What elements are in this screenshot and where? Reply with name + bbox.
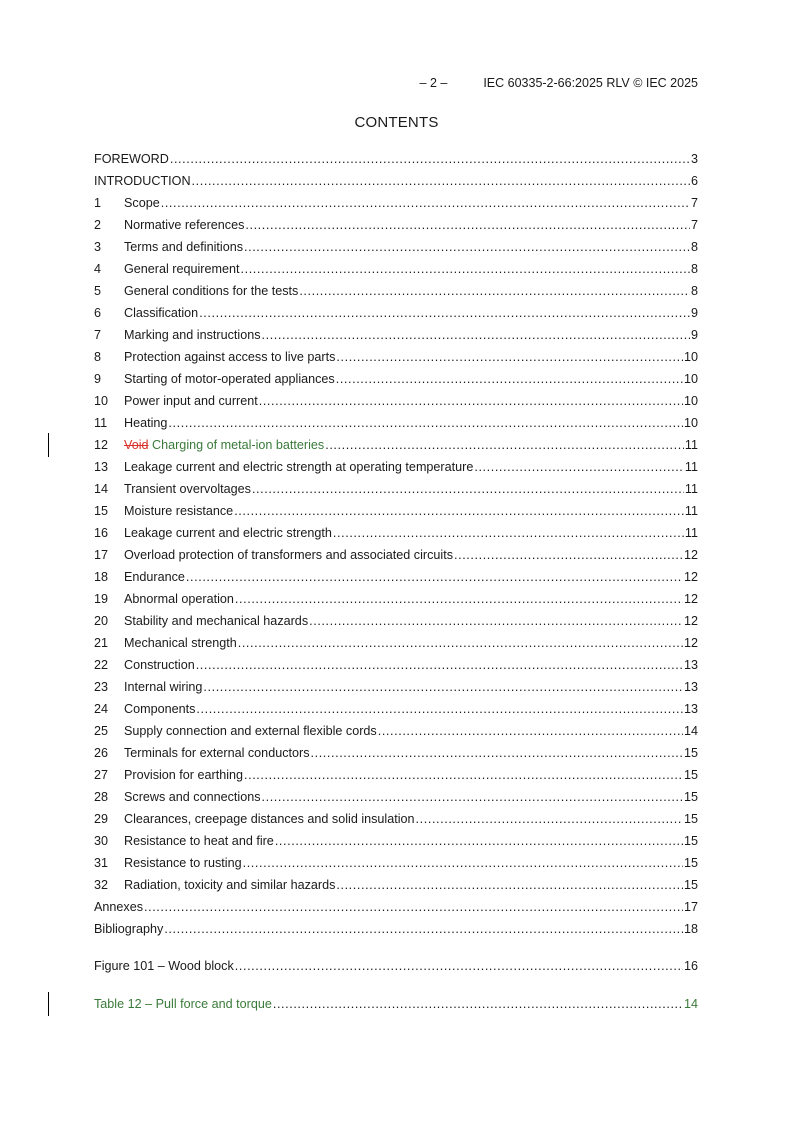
toc-entry-page: 14	[683, 724, 698, 738]
toc-entry-label: Marking and instructions	[124, 328, 261, 342]
toc-entry-number: 30	[94, 834, 109, 848]
toc-entry[interactable]	[94, 607, 698, 629]
toc-entry-page: 9	[690, 306, 698, 320]
toc-entry-page: 13	[683, 680, 698, 694]
toc-entry-page: 13	[683, 702, 698, 716]
toc-entry-label: General requirement	[124, 262, 240, 276]
dot-leader	[234, 503, 684, 519]
toc-entry-page: 12	[683, 548, 698, 562]
toc-entry-number: 26	[94, 746, 109, 760]
dot-leader	[309, 613, 683, 629]
toc-entry[interactable]	[94, 871, 698, 893]
dot-leader	[262, 327, 690, 343]
toc-entry-label: Mechanical strength	[124, 636, 237, 650]
toc-entry-label	[124, 437, 324, 453]
toc-entry-number: 24	[94, 702, 109, 716]
document-id: IEC 60335-2-66:2025 RLV © IEC 2025	[483, 76, 698, 90]
toc-entry-label: Figure 101 – Wood block	[94, 959, 234, 973]
toc-entry[interactable]	[94, 189, 698, 211]
toc-entry[interactable]	[94, 827, 698, 849]
toc-entry-number: 7	[94, 328, 102, 342]
toc-entry-label: Power input and current	[124, 394, 258, 408]
toc-entry-page: 18	[683, 922, 698, 936]
toc-entry-page: 15	[683, 812, 698, 826]
toc-entry-label: Terminals for external conductors	[124, 746, 310, 760]
toc-entry[interactable]	[94, 761, 698, 783]
toc-entry-label: Screws and connections	[124, 790, 261, 804]
toc-entry[interactable]	[94, 277, 698, 299]
toc-entry-label: Internal wiring	[124, 680, 203, 694]
inserted-text: Charging of metal-ion batteries	[152, 438, 325, 452]
toc-entry-number: 2	[94, 218, 102, 232]
dot-leader	[259, 393, 683, 409]
dot-leader	[170, 151, 690, 167]
toc-entry-page: 11	[684, 438, 698, 452]
toc-back-matter	[94, 893, 698, 937]
toc-entry-page: 10	[683, 372, 698, 386]
dot-leader	[199, 305, 690, 321]
toc-entry-number: 12	[94, 438, 109, 452]
toc-entry-number: 16	[94, 526, 109, 540]
toc-entry-number: 32	[94, 878, 109, 892]
toc-entry-label: INTRODUCTION	[94, 174, 191, 188]
toc-entry-page: 15	[683, 834, 698, 848]
revision-change-bar	[48, 433, 49, 457]
toc-entry-label: Abnormal operation	[124, 592, 234, 606]
toc-entry[interactable]	[94, 952, 698, 974]
toc-entry-label: Clearances, creepage distances and solid insulation	[124, 812, 415, 826]
toc-entry[interactable]	[94, 695, 698, 717]
toc-entry-page: 8	[690, 240, 698, 254]
dot-leader	[238, 635, 683, 651]
toc-entry-page: 14	[683, 997, 698, 1011]
toc-entry[interactable]	[94, 299, 698, 321]
dot-leader	[196, 701, 683, 717]
deleted-text: Void	[124, 438, 149, 452]
toc-entry-label: Components	[124, 702, 196, 716]
toc-entry[interactable]	[94, 673, 698, 695]
toc-entry[interactable]	[94, 990, 698, 1012]
toc-entry-page: 15	[683, 856, 698, 870]
toc-entry-page: 8	[690, 284, 698, 298]
dot-leader	[336, 371, 683, 387]
dot-leader	[275, 833, 683, 849]
toc-entry-page: 10	[683, 416, 698, 430]
toc-entry-page: 7	[690, 218, 698, 232]
toc-entry-page: 15	[683, 746, 698, 760]
toc-entry[interactable]	[94, 805, 698, 827]
toc-entry-label: Transient overvoltages	[124, 482, 251, 496]
toc-entry-page: 10	[683, 394, 698, 408]
page-number: – 2 –	[419, 76, 448, 90]
toc-front-matter	[94, 145, 698, 189]
toc-entry-page: 7	[690, 196, 698, 210]
toc-entry-label: Provision for earthing	[124, 768, 244, 782]
dot-leader	[244, 239, 690, 255]
toc-entry-number: 14	[94, 482, 109, 496]
toc-entry[interactable]	[94, 849, 698, 871]
dot-leader	[235, 958, 683, 974]
toc-entry-label: Bibliography	[94, 922, 164, 936]
toc-entry-label: Radiation, toxicity and similar hazards	[124, 878, 336, 892]
toc-entry[interactable]	[94, 783, 698, 805]
toc-entry-page: 12	[683, 570, 698, 584]
toc-entry-label: Starting of motor-operated appliances	[124, 372, 335, 386]
page-title: CONTENTS	[354, 114, 439, 131]
toc-entry[interactable]	[94, 321, 698, 343]
toc-entry-page: 15	[683, 768, 698, 782]
toc-entry-number: 8	[94, 350, 102, 364]
toc-entry-label: FOREWORD	[94, 152, 169, 166]
toc-entry-number: 17	[94, 548, 109, 562]
dot-leader	[235, 591, 683, 607]
toc-entry[interactable]	[94, 475, 698, 497]
dot-leader	[196, 657, 683, 673]
toc-entry-page: 15	[683, 878, 698, 892]
dot-leader	[192, 173, 690, 189]
toc-entry-label: Terms and definitions	[124, 240, 244, 254]
toc-entry-number: 4	[94, 262, 102, 276]
toc-entry-number: 22	[94, 658, 109, 672]
dot-leader	[311, 745, 683, 761]
toc-entry-number: 21	[94, 636, 109, 650]
toc-entry-label: Protection against access to live parts	[124, 350, 336, 364]
page-header	[420, 76, 698, 90]
toc-entry[interactable]	[94, 255, 698, 277]
toc-entry[interactable]	[94, 915, 698, 937]
toc-entry-page: 6	[690, 174, 698, 188]
dot-leader	[273, 996, 683, 1012]
dot-leader	[336, 349, 683, 365]
dot-leader	[252, 481, 684, 497]
toc-entry-number: 27	[94, 768, 109, 782]
dot-leader	[168, 415, 683, 431]
toc-entry-number: 1	[94, 196, 102, 210]
toc-entry-page: 12	[683, 592, 698, 606]
toc-entry-number: 5	[94, 284, 102, 298]
toc-entry-label: Table 12 – Pull force and torque	[94, 997, 272, 1011]
toc-entry-number: 11	[94, 416, 108, 430]
dot-leader	[325, 437, 684, 453]
toc-entry-number: 29	[94, 812, 109, 826]
dot-leader	[243, 855, 683, 871]
toc-entry-page: 16	[683, 959, 698, 973]
dot-leader	[454, 547, 683, 563]
toc-entry[interactable]	[94, 585, 698, 607]
toc-entry-number: 25	[94, 724, 109, 738]
toc-entry-page: 12	[683, 614, 698, 628]
dot-leader	[245, 217, 690, 233]
toc-entry-page: 9	[690, 328, 698, 342]
list-of-tables	[94, 990, 698, 1012]
dot-leader	[144, 899, 683, 915]
dot-leader	[262, 789, 683, 805]
dot-leader	[416, 811, 683, 827]
toc-entry-number: 9	[94, 372, 102, 386]
toc-entry-page: 11	[684, 460, 698, 474]
toc-entry-number: 10	[94, 394, 109, 408]
toc-entry[interactable]	[94, 409, 698, 431]
table-of-contents	[94, 145, 698, 1012]
toc-entry-number: 13	[94, 460, 109, 474]
toc-entry-label: Construction	[124, 658, 195, 672]
toc-entry[interactable]	[94, 651, 698, 673]
toc-entry-number: 28	[94, 790, 109, 804]
toc-entry[interactable]	[94, 233, 698, 255]
toc-entry[interactable]	[94, 431, 698, 453]
toc-entry-page: 12	[683, 636, 698, 650]
dot-leader	[244, 767, 683, 783]
toc-entry[interactable]	[94, 343, 698, 365]
toc-entry[interactable]	[94, 519, 698, 541]
toc-entry-label: Heating	[124, 416, 168, 430]
toc-entry-page: 11	[684, 526, 698, 540]
toc-entry[interactable]	[94, 387, 698, 409]
toc-entry-label: General conditions for the tests	[124, 284, 299, 298]
toc-entry[interactable]	[94, 497, 698, 519]
toc-entry-label: Moisture resistance	[124, 504, 234, 518]
dot-leader	[161, 195, 690, 211]
toc-entry-page: 11	[684, 482, 698, 496]
toc-entry-label: Scope	[124, 196, 160, 210]
toc-entry-label: Leakage current and electric strength at operating temperature	[124, 460, 474, 474]
toc-entry-page: 10	[683, 350, 698, 364]
toc-entry-label: Endurance	[124, 570, 185, 584]
toc-entry-number: 23	[94, 680, 109, 694]
toc-entry-label: Stability and mechanical hazards	[124, 614, 309, 628]
toc-entry[interactable]	[94, 167, 698, 189]
dot-leader	[336, 877, 683, 893]
toc-entry-page: 17	[683, 900, 698, 914]
toc-entry-label: Normative references	[124, 218, 245, 232]
toc-entry-label: Leakage current and electric strength	[124, 526, 332, 540]
toc-entry-number: 19	[94, 592, 109, 606]
toc-entry-page: 15	[683, 790, 698, 804]
toc-entry-label: Supply connection and external flexible cords	[124, 724, 377, 738]
dot-leader	[474, 459, 684, 475]
toc-entry-page: 3	[690, 152, 698, 166]
toc-entry[interactable]	[94, 717, 698, 739]
toc-entry-number: 18	[94, 570, 109, 584]
toc-clauses	[94, 189, 698, 893]
toc-entry-number: 31	[94, 856, 109, 870]
toc-entry-number: 20	[94, 614, 109, 628]
list-of-figures	[94, 952, 698, 974]
dot-leader	[186, 569, 683, 585]
toc-entry-label: Classification	[124, 306, 199, 320]
dot-leader	[203, 679, 683, 695]
dot-leader	[333, 525, 684, 541]
toc-entry-label: Resistance to heat and fire	[124, 834, 274, 848]
toc-entry[interactable]	[94, 365, 698, 387]
toc-entry[interactable]	[94, 453, 698, 475]
toc-entry-number: 3	[94, 240, 102, 254]
dot-leader	[164, 921, 683, 937]
toc-entry-page: 8	[690, 262, 698, 276]
toc-entry[interactable]	[94, 563, 698, 585]
toc-entry[interactable]	[94, 145, 698, 167]
toc-entry-label: Resistance to rusting	[124, 856, 242, 870]
toc-entry-number: 15	[94, 504, 109, 518]
toc-entry[interactable]	[94, 629, 698, 651]
toc-entry-page: 13	[683, 658, 698, 672]
toc-entry[interactable]	[94, 541, 698, 563]
toc-entry[interactable]	[94, 739, 698, 761]
toc-entry-page: 11	[684, 504, 698, 518]
revision-change-bar	[48, 992, 49, 1016]
toc-entry-label: Annexes	[94, 900, 144, 914]
dot-leader	[241, 261, 690, 277]
dot-leader	[378, 723, 683, 739]
toc-entry-label: Overload protection of transformers and associated circuits	[124, 548, 453, 562]
toc-entry[interactable]	[94, 211, 698, 233]
toc-entry[interactable]	[94, 893, 698, 915]
dot-leader	[299, 283, 690, 299]
toc-entry-number: 6	[94, 306, 102, 320]
